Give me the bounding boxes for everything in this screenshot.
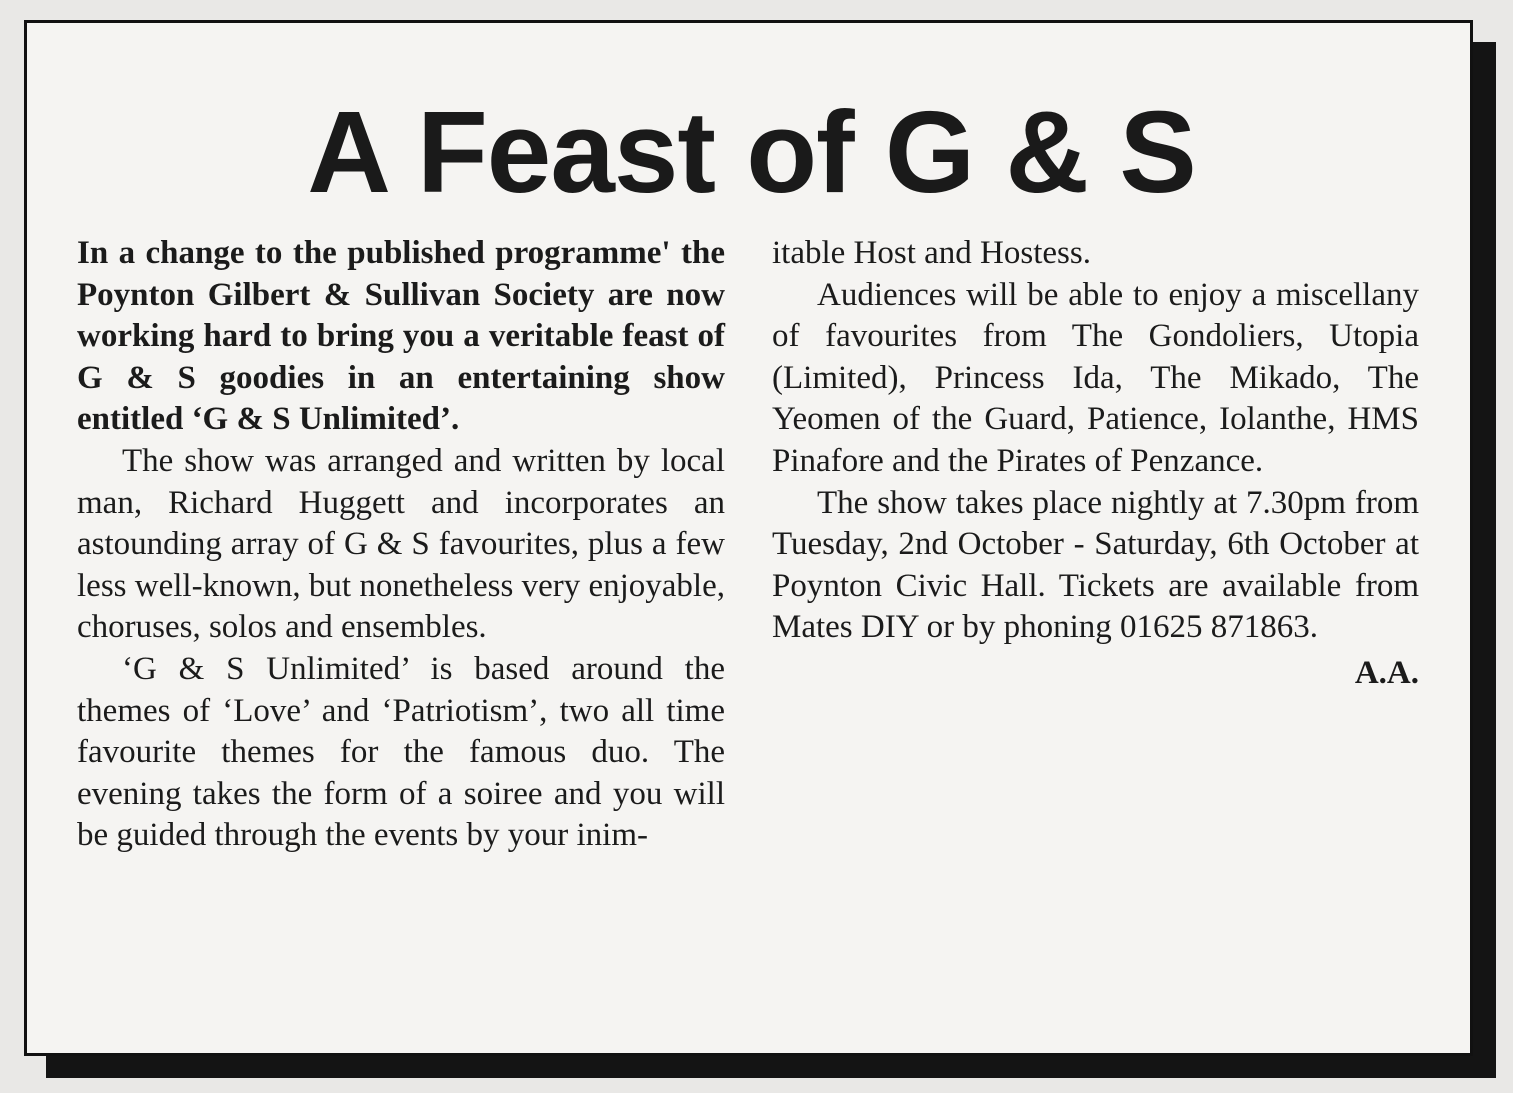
article-headline: A Feast of G & S: [307, 87, 1196, 217]
paragraph-continuation: itable Host and Hostess.: [772, 235, 1091, 271]
paragraph-show-arranged: The show was arranged and written by local man, Richard Huggett and incorporates an astounding array of G & S favourites, plus a few less well-known, but nonetheless very enjoyable, choruses, solos and ensembles.: [77, 442, 725, 646]
lead-paragraph: In a change to the published programme' the Poynton Gilbert & Sullivan Society are now working hard to bring you a veritable feast of G & S goodies in an entertaining show entitled ‘G & S Unlimited’.: [77, 235, 725, 438]
paragraph-show-times: The show takes place nightly at 7.30pm from Tuesday, 2nd October - Saturday, 6th October at Poynton Civic Hall. Tickets are available from Mates DIY or by phoning 01625 871863.: [772, 484, 1419, 646]
article-box: [24, 20, 1473, 1056]
left-column: [77, 233, 725, 857]
author-byline: A.A.: [1354, 654, 1419, 691]
paragraph-themes: ‘G & S Unlimited’ is based around the themes of ‘Love’ and ‘Patriotism’, two all time favourite themes for the famous duo. The evening takes the form of a soiree and you will be guided through the events by your inim-: [77, 650, 725, 854]
right-column: [772, 233, 1419, 695]
paragraph-favourites: Audiences will be able to enjoy a miscellany of favourites from The Gondoliers, Utopia (Limited), Princess Ida, The Mikado, The Yeomen of the Guard, Patience, Iolanthe, HMS Pinafore and the Pirates of Penzance.: [772, 276, 1419, 479]
